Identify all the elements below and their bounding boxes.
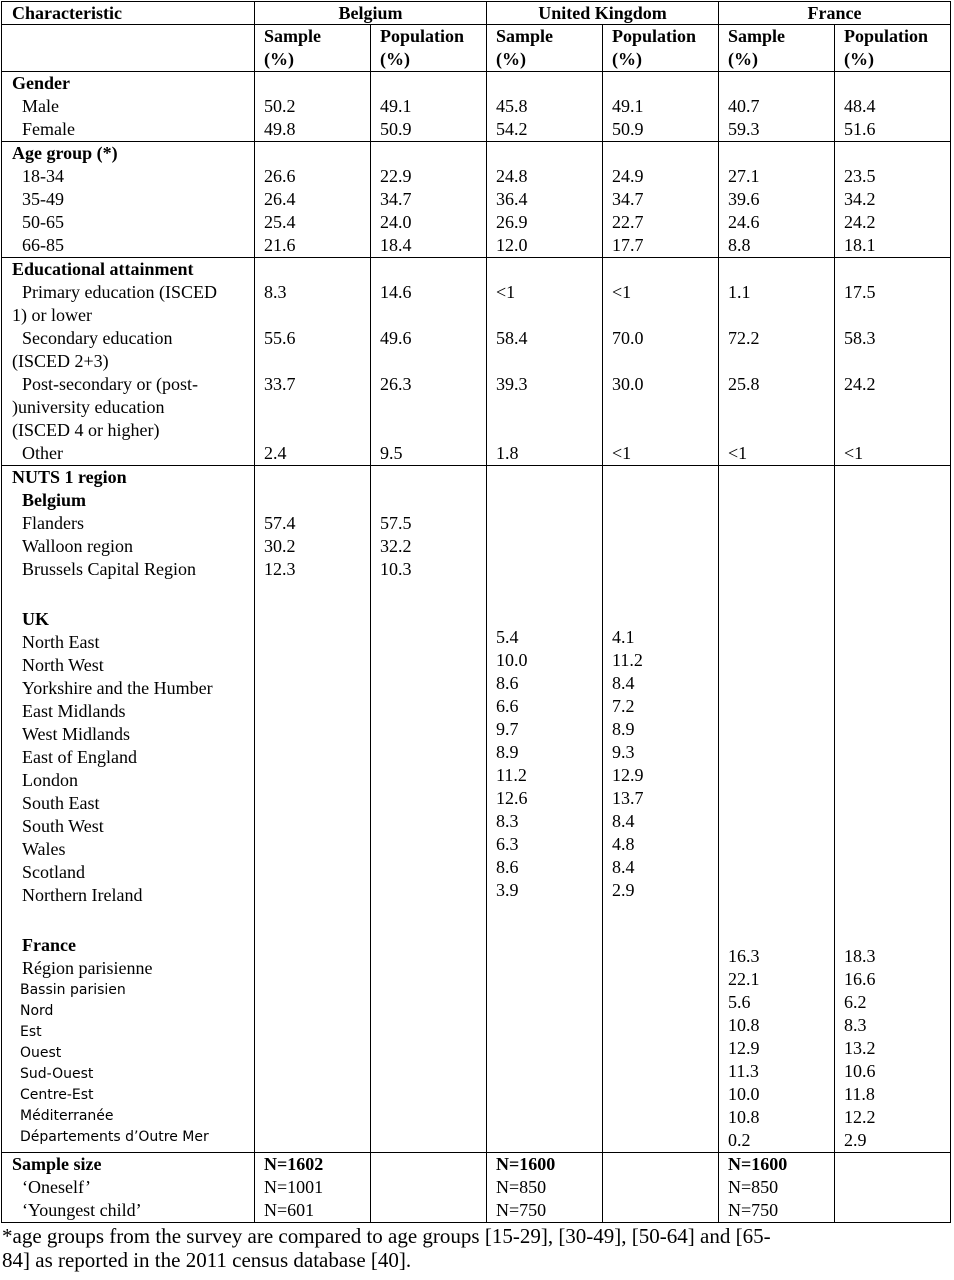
edu-post-line1: Post-secondary or (post- <box>22 374 198 394</box>
sample-size-belgium: N=1602 N=1001 N=601 <box>255 1153 371 1223</box>
gender-fr-population: 48.4 51.6 <box>835 72 951 142</box>
nuts-uk-region: Scotland <box>22 862 85 882</box>
header-belgium: Belgium <box>255 2 487 25</box>
age-fr-sample: 27.1 39.6 24.6 8.8 <box>719 142 835 258</box>
nuts-uk-region: Northern Ireland <box>22 885 143 905</box>
age-uk-sample: 24.8 36.4 26.9 12.0 <box>487 142 603 258</box>
nuts-uk-region: South West <box>22 816 104 836</box>
age-label-66-85: 66-85 <box>22 235 64 255</box>
nuts-fr-region: Nord <box>20 1003 54 1019</box>
nuts-fr-region: Ouest <box>20 1045 62 1061</box>
sample-size-oneself: ‘Oneself’ <box>22 1177 91 1197</box>
nuts-belgium-title: Belgium <box>22 490 87 510</box>
nuts-uk-region: West Midlands <box>22 724 131 744</box>
edu-primary-line2: 1) or lower <box>12 305 92 325</box>
gender-label-male: Male <box>22 96 59 116</box>
gender-uk-population: 49.1 50.9 <box>603 72 719 142</box>
edu-post-line2: )university education <box>12 397 165 417</box>
nuts-fr-region: Méditerranée <box>20 1108 114 1124</box>
nuts-uk-region: North West <box>22 655 104 675</box>
age-label-35-49: 35-49 <box>22 189 64 209</box>
nuts-uk-region: North East <box>22 632 100 652</box>
nuts-fr-region: Est <box>20 1024 42 1040</box>
nuts-uk-region: East Midlands <box>22 701 126 721</box>
age-label-50-65: 50-65 <box>22 212 64 232</box>
nuts-fr-region: Départements d’Outre Mer <box>20 1129 209 1145</box>
header-characteristic: Characteristic <box>2 2 255 25</box>
edu-be-sample: 8.3 55.6 33.7 2.4 <box>255 258 371 466</box>
sample-size-france: N=1600 N=850 N=750 <box>719 1153 835 1223</box>
edu-post-line3: (ISCED 4 or higher) <box>12 420 160 440</box>
edu-secondary-line2: (ISCED 2+3) <box>12 351 109 371</box>
nuts-title: NUTS 1 region <box>12 467 127 487</box>
age-fr-population: 23.5 34.2 24.2 18.1 <box>835 142 951 258</box>
nuts-fr-sample: 16.3 22.1 5.6 10.8 12.9 11.3 10.0 10.8 0.2 <box>719 466 835 1153</box>
sample-size-uk: N=1600 N=850 N=750 <box>487 1153 603 1223</box>
sample-size-be-empty <box>371 1153 487 1223</box>
nuts-uk-region: Yorkshire and the Humber <box>22 678 213 698</box>
gender-fr-sample: 40.7 59.3 <box>719 72 835 142</box>
nuts-fr-region: Région parisienne <box>22 958 153 978</box>
header-empty <box>2 25 255 72</box>
header-be-sample: Sample (%) <box>255 25 371 72</box>
nuts-uk-region: London <box>22 770 78 790</box>
sample-size-section <box>2 1153 951 1223</box>
nuts-uk-sample: 5.4 10.0 8.6 6.6 9.7 8.9 11.2 12.6 8.3 6.3 8.6 3.9 <box>487 466 603 1153</box>
header-france: France <box>719 2 951 25</box>
header-uk: United Kingdom <box>487 2 719 25</box>
nuts-uk-region: Wales <box>22 839 66 859</box>
sample-size-fr-empty <box>835 1153 951 1223</box>
header-be-population: Population (%) <box>371 25 487 72</box>
demographics-table <box>1 1 951 1223</box>
edu-other: Other <box>22 443 63 463</box>
nuts-fr-region: Sud-Ouest <box>20 1066 94 1082</box>
gender-label-female: Female <box>22 119 75 139</box>
nuts-be-region: Flanders <box>22 513 84 533</box>
header-row-countries <box>2 2 951 25</box>
age-title: Age group (*) <box>12 143 118 163</box>
gender-labels <box>2 72 255 142</box>
age-uk-population: 24.9 34.7 22.7 17.7 <box>603 142 719 258</box>
gender-be-sample: 50.2 49.8 <box>255 72 371 142</box>
age-label-18-34: 18-34 <box>22 166 64 186</box>
nuts-fr-population: 18.3 16.6 6.2 8.3 13.2 10.6 11.8 12.2 2.9 <box>835 466 951 1153</box>
nuts-section <box>2 466 951 1153</box>
nuts-fr-region: Bassin parisien <box>20 982 126 998</box>
nuts-fr-region: Centre-Est <box>20 1087 94 1103</box>
education-labels <box>2 258 255 466</box>
header-uk-population: Population (%) <box>603 25 719 72</box>
edu-fr-population: 17.5 58.3 24.2 <1 <box>835 258 951 466</box>
nuts-be-population: 57.5 32.2 10.3 <box>371 466 487 1153</box>
age-labels <box>2 142 255 258</box>
header-row-measures <box>2 25 951 72</box>
gender-be-population: 49.1 50.9 <box>371 72 487 142</box>
gender-section <box>2 72 951 142</box>
sample-size-uk-empty <box>603 1153 719 1223</box>
footnote-line1: *age groups from the survey are compared to age groups [15-29], [30-49], [50-64] and [65- <box>2 1224 771 1248</box>
education-title: Educational attainment <box>12 259 194 279</box>
age-be-population: 22.9 34.7 24.0 18.4 <box>371 142 487 258</box>
header-fr-population: Population (%) <box>835 25 951 72</box>
age-be-sample: 26.6 26.4 25.4 21.6 <box>255 142 371 258</box>
nuts-be-region: Brussels Capital Region <box>22 559 196 579</box>
edu-uk-population: <1 70.0 30.0 <1 <box>603 258 719 466</box>
nuts-be-sample: 57.4 30.2 12.3 <box>255 466 371 1153</box>
sample-size-title: Sample size <box>12 1154 102 1174</box>
nuts-uk-title: UK <box>22 609 49 629</box>
edu-secondary-line1: Secondary education <box>22 328 173 348</box>
header-uk-sample: Sample (%) <box>487 25 603 72</box>
footnote <box>2 1224 902 1272</box>
edu-fr-sample: 1.1 72.2 25.8 <1 <box>719 258 835 466</box>
nuts-france-title: France <box>22 935 76 955</box>
gender-uk-sample: 45.8 54.2 <box>487 72 603 142</box>
edu-primary-line1: Primary education (ISCED <box>22 282 217 302</box>
nuts-be-region: Walloon region <box>22 536 134 556</box>
gender-title: Gender <box>12 73 70 93</box>
sample-size-child: ‘Youngest child’ <box>22 1200 142 1220</box>
nuts-uk-region: South East <box>22 793 100 813</box>
sample-size-labels <box>2 1153 255 1223</box>
nuts-uk-region: East of England <box>22 747 137 767</box>
header-fr-sample: Sample (%) <box>719 25 835 72</box>
edu-be-population: 14.6 49.6 26.3 9.5 <box>371 258 487 466</box>
edu-uk-sample: <1 58.4 39.3 1.8 <box>487 258 603 466</box>
education-section <box>2 258 951 466</box>
footnote-line2: 84] as reported in the 2011 census database [40]. <box>2 1248 412 1272</box>
nuts-labels <box>2 466 255 1153</box>
age-section <box>2 142 951 258</box>
nuts-uk-population: 4.1 11.2 8.4 7.2 8.9 9.3 12.9 13.7 8.4 4.8 8.4 2.9 <box>603 466 719 1153</box>
